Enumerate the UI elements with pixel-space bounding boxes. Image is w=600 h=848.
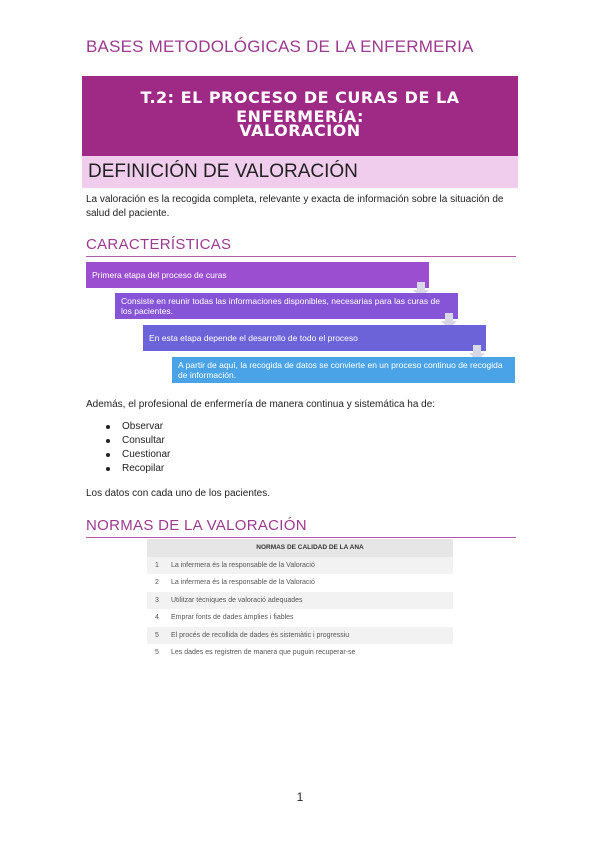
row-number: 1 (147, 557, 167, 575)
norms-rule (86, 537, 516, 538)
characteristics-rule (86, 256, 516, 257)
characteristics-heading: CARACTERÍSTICAS (86, 236, 232, 253)
characteristics-closing: Los datos con cada uno de los pacientes. (86, 488, 271, 499)
table-header-number (147, 539, 167, 557)
process-step-3 (143, 325, 486, 351)
title-line-1: T.2: EL PROCESO DE CURAS DE LA ENFERMERíA: (140, 88, 460, 126)
table-row (147, 627, 453, 645)
row-text: El procés de recollida de dades és sistemàtic i progressiu (167, 627, 453, 645)
row-text: La infermera és la responsable de la Valoració (167, 574, 453, 592)
ana-quality-table (147, 539, 453, 662)
table-row (147, 574, 453, 592)
document-header: BASES METODOLÓGICAS DE LA ENFERMERIA (86, 37, 474, 56)
process-step-4 (172, 357, 515, 383)
row-text: Utilitzar tècniques de valoració adequades (167, 592, 453, 610)
list-item: Observar (106, 420, 170, 434)
list-item: Consultar (106, 434, 170, 448)
table-header-row (147, 539, 453, 557)
definition-text: La valoración es la recogida completa, relevante y exacta de información sobre la situación de salud del paciente. (86, 194, 504, 219)
norms-heading: NORMAS DE LA VALORACIÓN (86, 517, 307, 534)
table-title: NORMAS DE CALIDAD DE LA ANA (167, 539, 453, 557)
row-text: Les dades es registren de manera que puguin recuperar-se (167, 644, 453, 662)
table-row (147, 644, 453, 662)
row-number: 5 (147, 644, 167, 662)
title-banner (82, 76, 518, 156)
process-step-3-text: En esta etapa depende el desarrollo de todo el proceso (149, 333, 358, 343)
row-number: 2 (147, 574, 167, 592)
page-number: 1 (296, 790, 304, 804)
characteristics-intro: Además, el profesional de enfermería de manera continua y sistemática ha de: (86, 399, 436, 410)
actions-list (106, 420, 170, 476)
row-text: La infermera és la responsable de la Valoració (167, 557, 453, 575)
list-item: Cuestionar (106, 448, 170, 462)
process-step-1 (86, 262, 429, 288)
process-step-2 (115, 293, 458, 319)
table-row (147, 609, 453, 627)
row-text: Emprar fonts de dades àmplies i fiables (167, 609, 453, 627)
title-line-2: VALORACIÓN (239, 121, 361, 140)
row-number: 4 (147, 609, 167, 627)
row-number: 5 (147, 627, 167, 645)
definition-heading: DEFINICIÓN DE VALORACIÓN (82, 156, 518, 188)
list-item: Recopilar (106, 462, 170, 476)
table-row (147, 557, 453, 575)
process-step-4-text: A partir de aquí, la recogida de datos se convierte en un proceso continuo de recogida de información. (178, 360, 503, 380)
process-step-1-text: Primera etapa del proceso de curas (92, 270, 227, 280)
row-number: 3 (147, 592, 167, 610)
table-row (147, 592, 453, 610)
process-step-2-text: Consiste en reunir todas las informaciones disponibles, necesarias para las curas de los pacientes. (121, 296, 440, 316)
